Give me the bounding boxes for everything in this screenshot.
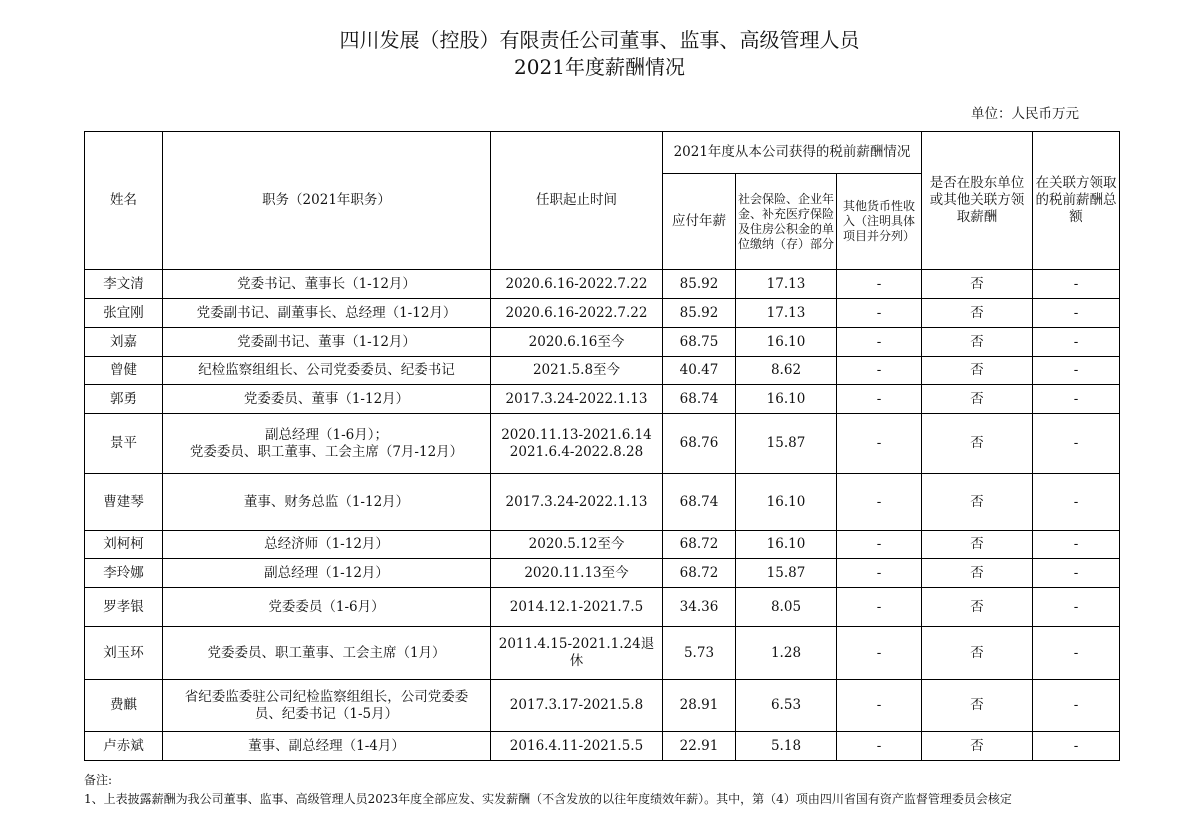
cell-related: 否 [922, 299, 1033, 328]
cell-insurance: 1.28 [736, 627, 837, 680]
unit-label: 单位：人民币万元 [971, 106, 1079, 122]
cell-insurance: 17.13 [736, 299, 837, 328]
cell-insurance: 16.10 [736, 328, 837, 357]
cell-term: 2016.4.11-2021.5.5 [491, 732, 663, 761]
header-term: 任职起止时间 [491, 132, 663, 270]
header-salary-group: 2021年度从本公司获得的税前薪酬情况 [663, 132, 922, 174]
note-1: 1、上表披露薪酬为我公司董事、监事、高级管理人员2023年度全部应发、实发薪酬（不含发放的以往年度绩效年薪）。其中，第（4）项由四川省国有资产监督管理委员会核定 [84, 792, 1012, 806]
cell-other: - [837, 299, 922, 328]
cell-other: - [837, 531, 922, 559]
cell-related-total: - [1033, 732, 1120, 761]
table-row [85, 627, 1120, 680]
cell-related-total: - [1033, 357, 1120, 385]
cell-other: - [837, 328, 922, 357]
cell-insurance: 16.10 [736, 531, 837, 559]
cell-related-total: - [1033, 299, 1120, 328]
cell-related-total: - [1033, 385, 1120, 414]
page-subtitle: 2021年度薪酬情况 [514, 55, 685, 79]
header-other: 其他货币性收入（注明具体项目并分列） [837, 174, 922, 270]
cell-position: 副总经理（1-12月） [163, 559, 491, 588]
cell-name: 张宜刚 [85, 299, 163, 328]
cell-insurance: 8.05 [736, 588, 837, 627]
cell-insurance: 5.18 [736, 732, 837, 761]
cell-insurance: 8.62 [736, 357, 837, 385]
cell-other: - [837, 474, 922, 531]
cell-insurance: 16.10 [736, 474, 837, 531]
cell-related-total: - [1033, 270, 1120, 299]
cell-pay: 68.75 [663, 328, 736, 357]
cell-related: 否 [922, 588, 1033, 627]
cell-term: 2017.3.17-2021.5.8 [491, 680, 663, 732]
cell-related-total: - [1033, 531, 1120, 559]
cell-name: 曾健 [85, 357, 163, 385]
cell-name: 曹建琴 [85, 474, 163, 531]
cell-term: 2017.3.24-2022.1.13 [491, 385, 663, 414]
cell-position: 党委副书记、董事（1-12月） [163, 328, 491, 357]
cell-related-total: - [1033, 588, 1120, 627]
salary-table [84, 131, 1120, 761]
cell-name: 景平 [85, 414, 163, 474]
cell-insurance: 15.87 [736, 414, 837, 474]
header-position: 职务（2021年职务） [163, 132, 491, 270]
table-row [85, 474, 1120, 531]
cell-insurance: 15.87 [736, 559, 837, 588]
cell-term: 2020.6.16-2022.7.22 [491, 299, 663, 328]
cell-related: 否 [922, 270, 1033, 299]
cell-pay: 5.73 [663, 627, 736, 680]
cell-position: 党委委员（1-6月） [163, 588, 491, 627]
cell-name: 刘柯柯 [85, 531, 163, 559]
cell-other: - [837, 588, 922, 627]
cell-pay: 34.36 [663, 588, 736, 627]
cell-pay: 85.92 [663, 270, 736, 299]
notes-label: 备注: [84, 773, 113, 787]
cell-other: - [837, 559, 922, 588]
cell-position: 总经济师（1-12月） [163, 531, 491, 559]
cell-term: 2020.11.13至今 [491, 559, 663, 588]
cell-position: 党委委员、董事（1-12月） [163, 385, 491, 414]
cell-related: 否 [922, 680, 1033, 732]
cell-name: 罗孝银 [85, 588, 163, 627]
cell-position: 省纪委监委驻公司纪检监察组组长，公司党委委 员、纪委书记（1-5月） [163, 680, 491, 732]
cell-related: 否 [922, 328, 1033, 357]
cell-position: 党委委员、职工董事、工会主席（1月） [163, 627, 491, 680]
cell-insurance: 6.53 [736, 680, 837, 732]
cell-related: 否 [922, 357, 1033, 385]
cell-related: 否 [922, 732, 1033, 761]
cell-related: 否 [922, 414, 1033, 474]
cell-position: 党委副书记、副董事长、总经理（1-12月） [163, 299, 491, 328]
cell-position: 董事、财务总监（1-12月） [163, 474, 491, 531]
table-row [85, 531, 1120, 559]
header-related-total: 在关联方领取的税前薪酬总额 [1033, 132, 1120, 270]
table-row [85, 328, 1120, 357]
header-name: 姓名 [85, 132, 163, 270]
cell-other: - [837, 627, 922, 680]
cell-related: 否 [922, 559, 1033, 588]
cell-related: 否 [922, 531, 1033, 559]
cell-position: 党委书记、董事长（1-12月） [163, 270, 491, 299]
cell-position: 董事、副总经理（1-4月） [163, 732, 491, 761]
cell-other: - [837, 414, 922, 474]
cell-other: - [837, 270, 922, 299]
cell-term: 2020.6.16至今 [491, 328, 663, 357]
cell-related-total: - [1033, 414, 1120, 474]
cell-term: 2021.5.8至今 [491, 357, 663, 385]
header-insurance: 社会保险、企业年金、补充医疗保险及住房公积金的单位缴纳（存）部分 [736, 174, 837, 270]
cell-insurance: 16.10 [736, 385, 837, 414]
cell-term: 2017.3.24-2022.1.13 [491, 474, 663, 531]
cell-other: - [837, 680, 922, 732]
cell-related: 否 [922, 627, 1033, 680]
cell-term: 2020.6.16-2022.7.22 [491, 270, 663, 299]
table-row [85, 299, 1120, 328]
cell-related: 否 [922, 385, 1033, 414]
header-related: 是否在股东单位或其他关联方领取薪酬 [922, 132, 1033, 270]
table-row [85, 559, 1120, 588]
cell-name: 郭勇 [85, 385, 163, 414]
cell-name: 李玲娜 [85, 559, 163, 588]
cell-related: 否 [922, 474, 1033, 531]
cell-related-total: - [1033, 559, 1120, 588]
cell-related-total: - [1033, 627, 1120, 680]
cell-term: 2014.12.1-2021.7.5 [491, 588, 663, 627]
header-pay: 应付年薪 [663, 174, 736, 270]
cell-name: 刘玉环 [85, 627, 163, 680]
notes [84, 771, 1012, 809]
table-row [85, 270, 1120, 299]
cell-other: - [837, 357, 922, 385]
cell-name: 刘嘉 [85, 328, 163, 357]
cell-other: - [837, 732, 922, 761]
cell-related-total: - [1033, 680, 1120, 732]
table-row [85, 680, 1120, 732]
cell-position: 纪检监察组组长、公司党委委员、纪委书记 [163, 357, 491, 385]
cell-pay: 68.74 [663, 474, 736, 531]
cell-name: 卢赤斌 [85, 732, 163, 761]
cell-insurance: 17.13 [736, 270, 837, 299]
cell-term: 2020.5.12至今 [491, 531, 663, 559]
cell-other: - [837, 385, 922, 414]
cell-position: 副总经理（1-6月）； 党委委员、职工董事、工会主席（7月-12月） [163, 414, 491, 474]
table-row [85, 414, 1120, 474]
cell-name: 李文清 [85, 270, 163, 299]
cell-term: 2020.11.13-2021.6.14 2021.6.4-2022.8.28 [491, 414, 663, 474]
page-title: 四川发展（控股）有限责任公司董事、监事、高级管理人员 [339, 28, 860, 52]
cell-term: 2011.4.15-2021.1.24退休 [491, 627, 663, 680]
table-row [85, 357, 1120, 385]
cell-name: 费麒 [85, 680, 163, 732]
cell-pay: 68.72 [663, 531, 736, 559]
cell-pay: 40.47 [663, 357, 736, 385]
cell-pay: 68.76 [663, 414, 736, 474]
table-row [85, 588, 1120, 627]
cell-related-total: - [1033, 474, 1120, 531]
table-row [85, 385, 1120, 414]
cell-pay: 28.91 [663, 680, 736, 732]
cell-pay: 85.92 [663, 299, 736, 328]
table-row [85, 732, 1120, 761]
cell-related-total: - [1033, 328, 1120, 357]
cell-pay: 68.74 [663, 385, 736, 414]
cell-pay: 22.91 [663, 732, 736, 761]
cell-pay: 68.72 [663, 559, 736, 588]
